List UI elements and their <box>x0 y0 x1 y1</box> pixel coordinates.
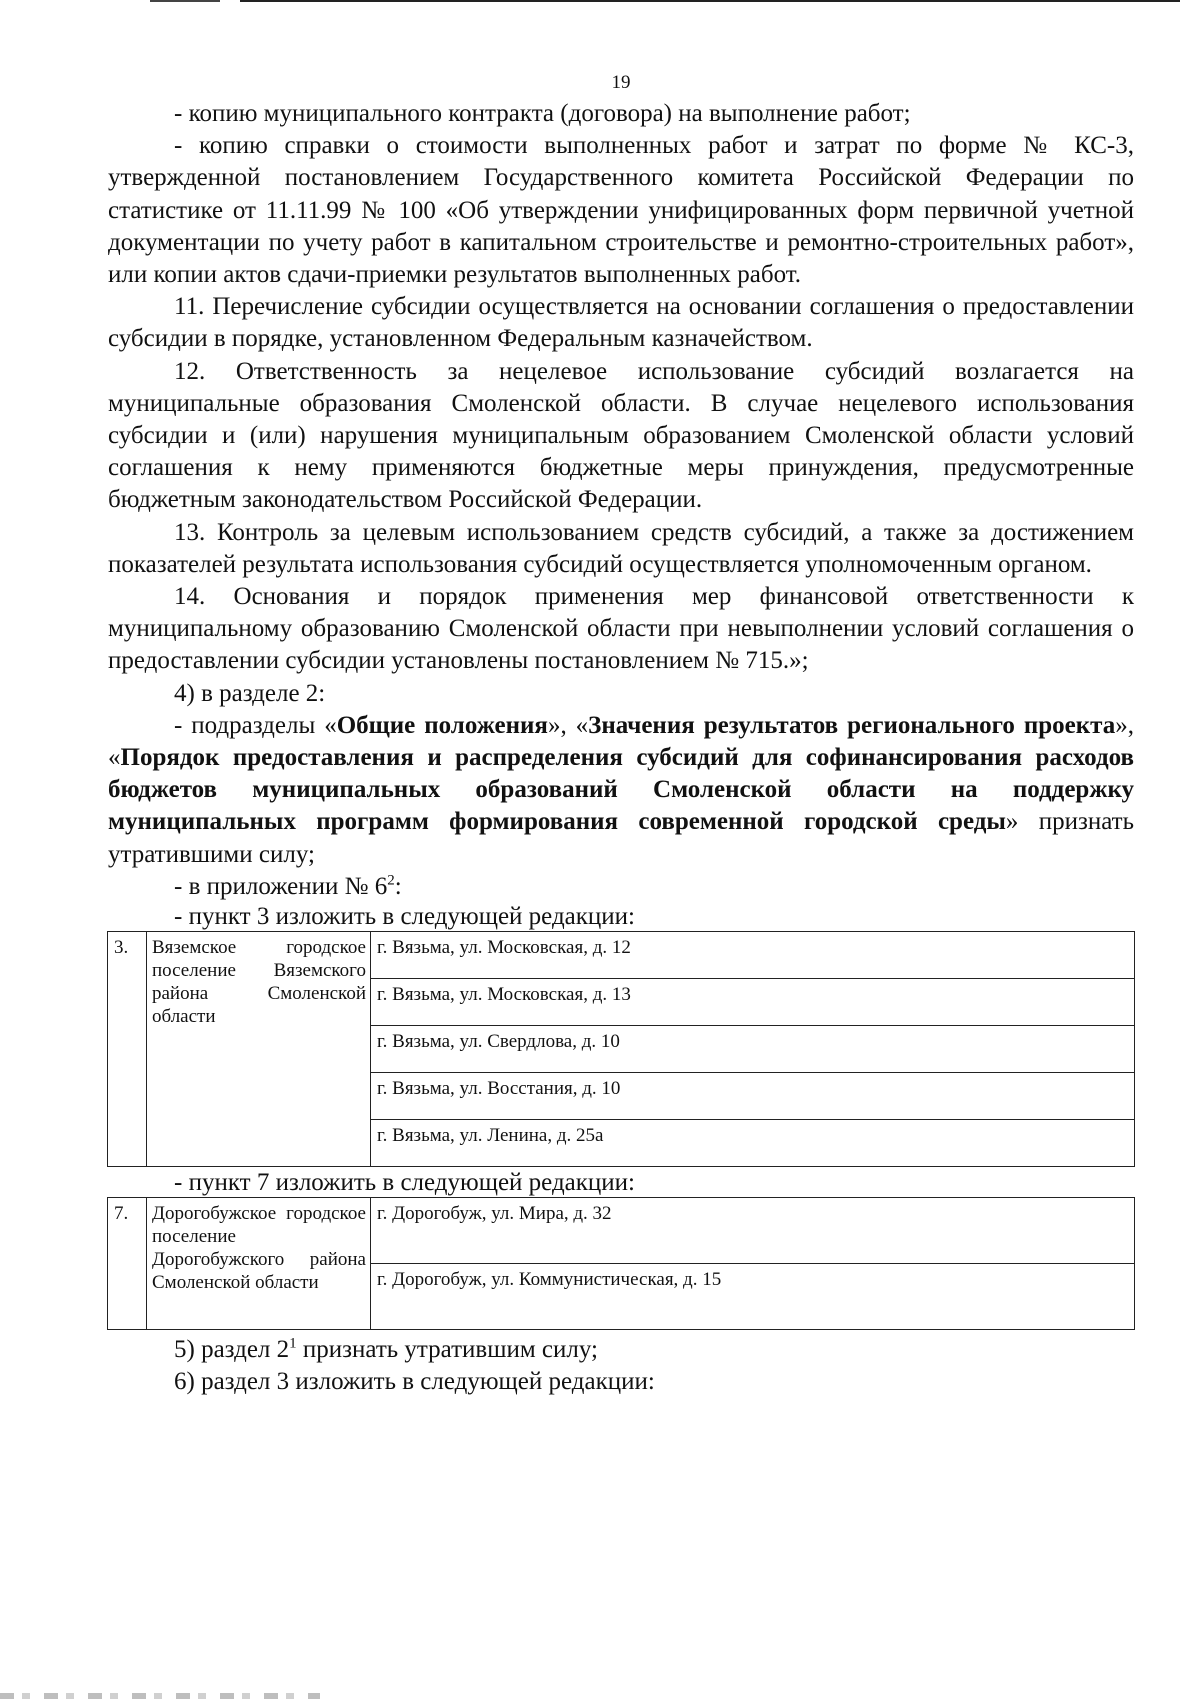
item-number: 3. <box>108 932 147 1167</box>
paragraphs-before <box>108 98 1134 903</box>
paragraphs-after-paragraph <box>108 1334 1134 1366</box>
table-row <box>108 1198 1135 1264</box>
paragraphs-after-paragraph <box>108 1366 1134 1398</box>
text-run: 4) в разделе 2: <box>174 679 326 707</box>
address-cell: г. Вязьма, ул. Ленина, д. 25а <box>371 1120 1135 1167</box>
scan-edge-mark <box>150 0 220 2</box>
address-cell: г. Дорогобуж, ул. Мира, д. 32 <box>371 1198 1135 1264</box>
paragraphs-before-paragraph <box>108 517 1134 581</box>
address-table-item-7 <box>107 1197 1135 1330</box>
municipality-name: Вяземское городское поселение Вяземского района Смоленской области <box>147 932 371 1167</box>
document-page <box>108 70 1134 1398</box>
address-cell: г. Вязьма, ул. Восстания, д. 10 <box>371 1073 1135 1120</box>
paragraphs-before-paragraph <box>108 678 1134 710</box>
bold-run: Порядок предоставления и распределения субсидий для софинансирования расходов бюджетов муниципальных образований Смоленской области на поддержку муниципальных программ формирования современной городской среды <box>108 744 1134 836</box>
paragraphs-before-paragraph <box>108 871 1134 903</box>
municipality-name: Дорогобужское городское поселение Дорогобужского района Смоленской области <box>147 1198 371 1330</box>
item-number: 7. <box>108 1198 147 1330</box>
address-cell: г. Дорогобуж, ул. Коммунистическая, д. 15 <box>371 1264 1135 1330</box>
scan-bottom-artifact <box>0 1693 320 1699</box>
text-run: признать утратившим силу; <box>296 1336 598 1364</box>
paragraphs-after <box>108 1334 1134 1398</box>
address-cell: г. Вязьма, ул. Московская, д. 13 <box>371 979 1135 1026</box>
text-run: - в приложении № 6 <box>174 872 388 900</box>
bold-run: Общие положения <box>336 711 548 739</box>
page-number: 19 <box>611 72 631 93</box>
paragraphs-before-paragraph <box>108 98 1134 130</box>
text-run: » признать утратившими силу; <box>108 808 1134 868</box>
text-run: - подразделы « <box>174 711 337 739</box>
superscript: 2 <box>387 872 395 889</box>
text-run: : <box>394 872 402 900</box>
address-table-item-3 <box>107 931 1135 1167</box>
table2-intro: - пункт 7 изложить в следующей редакции: <box>174 1169 635 1197</box>
paragraphs-before-paragraph <box>108 291 1134 355</box>
text-run: 5) раздел 2 <box>174 1336 290 1364</box>
table1-intro: - пункт 3 изложить в следующей редакции: <box>174 903 635 931</box>
address-cell: г. Вязьма, ул. Московская, д. 12 <box>371 932 1135 979</box>
bold-run: Значения результатов регионального проекта <box>588 711 1116 739</box>
address-cell: г. Вязьма, ул. Свердлова, д. 10 <box>371 1026 1135 1073</box>
text-run: 14. Основания и порядок применения мер финансовой ответственности к муниципальному образованию Смоленской области при невыполнении условий соглашения о предоставлении субсидии установлены постановлением № 715.»; <box>108 583 1134 675</box>
paragraphs-before-paragraph <box>108 710 1134 871</box>
text-run: », « <box>108 711 1134 772</box>
superscript: 1 <box>289 1335 297 1352</box>
text-run: 6) раздел 3 изложить в следующей редакции: <box>174 1368 655 1396</box>
text-run: », « <box>547 711 589 739</box>
text-run: 12. Ответственность за нецелевое использование субсидий возлагается на муниципальные образования Смоленской области. В случае нецелевого использования субсидии и (или) нарушения муниципальным образованием Смоленской области условий соглашения к нему применяются бюджетные меры принуждения, предусмотренные бюджетным законодательством Российской Федерации. <box>108 357 1134 514</box>
text-run: - копию справки о стоимости выполненных работ и затрат по форме № КС-3, утвержденной постановлением Государственного комитета Российской Федерации по статистике от 11.11.99 № 100 «Об утверждении унифицированных форм первичной учетной документации по учету работ в капитальном строительстве и ремонтно-строительных работ», или копии актов сдачи-приемки результатов выполненных работ. <box>108 132 1134 289</box>
text-run: - копию муниципального контракта (договора) на выполнение работ; <box>174 100 911 127</box>
paragraphs-before-paragraph <box>108 356 1134 517</box>
paragraphs-before-paragraph <box>108 581 1134 678</box>
scan-edge-line <box>240 0 1180 2</box>
text-run: 13. Контроль за целевым использованием средств субсидий, а также за достижением показателей результата использования субсидий осуществляется уполномоченным органом. <box>108 518 1134 578</box>
paragraphs-before-paragraph <box>108 130 1134 291</box>
text-run: 11. Перечисление субсидии осуществляется на основании соглашения о предоставлении субсидии в порядке, установленном Федеральным казначейством. <box>108 293 1134 353</box>
table-row <box>108 932 1135 979</box>
